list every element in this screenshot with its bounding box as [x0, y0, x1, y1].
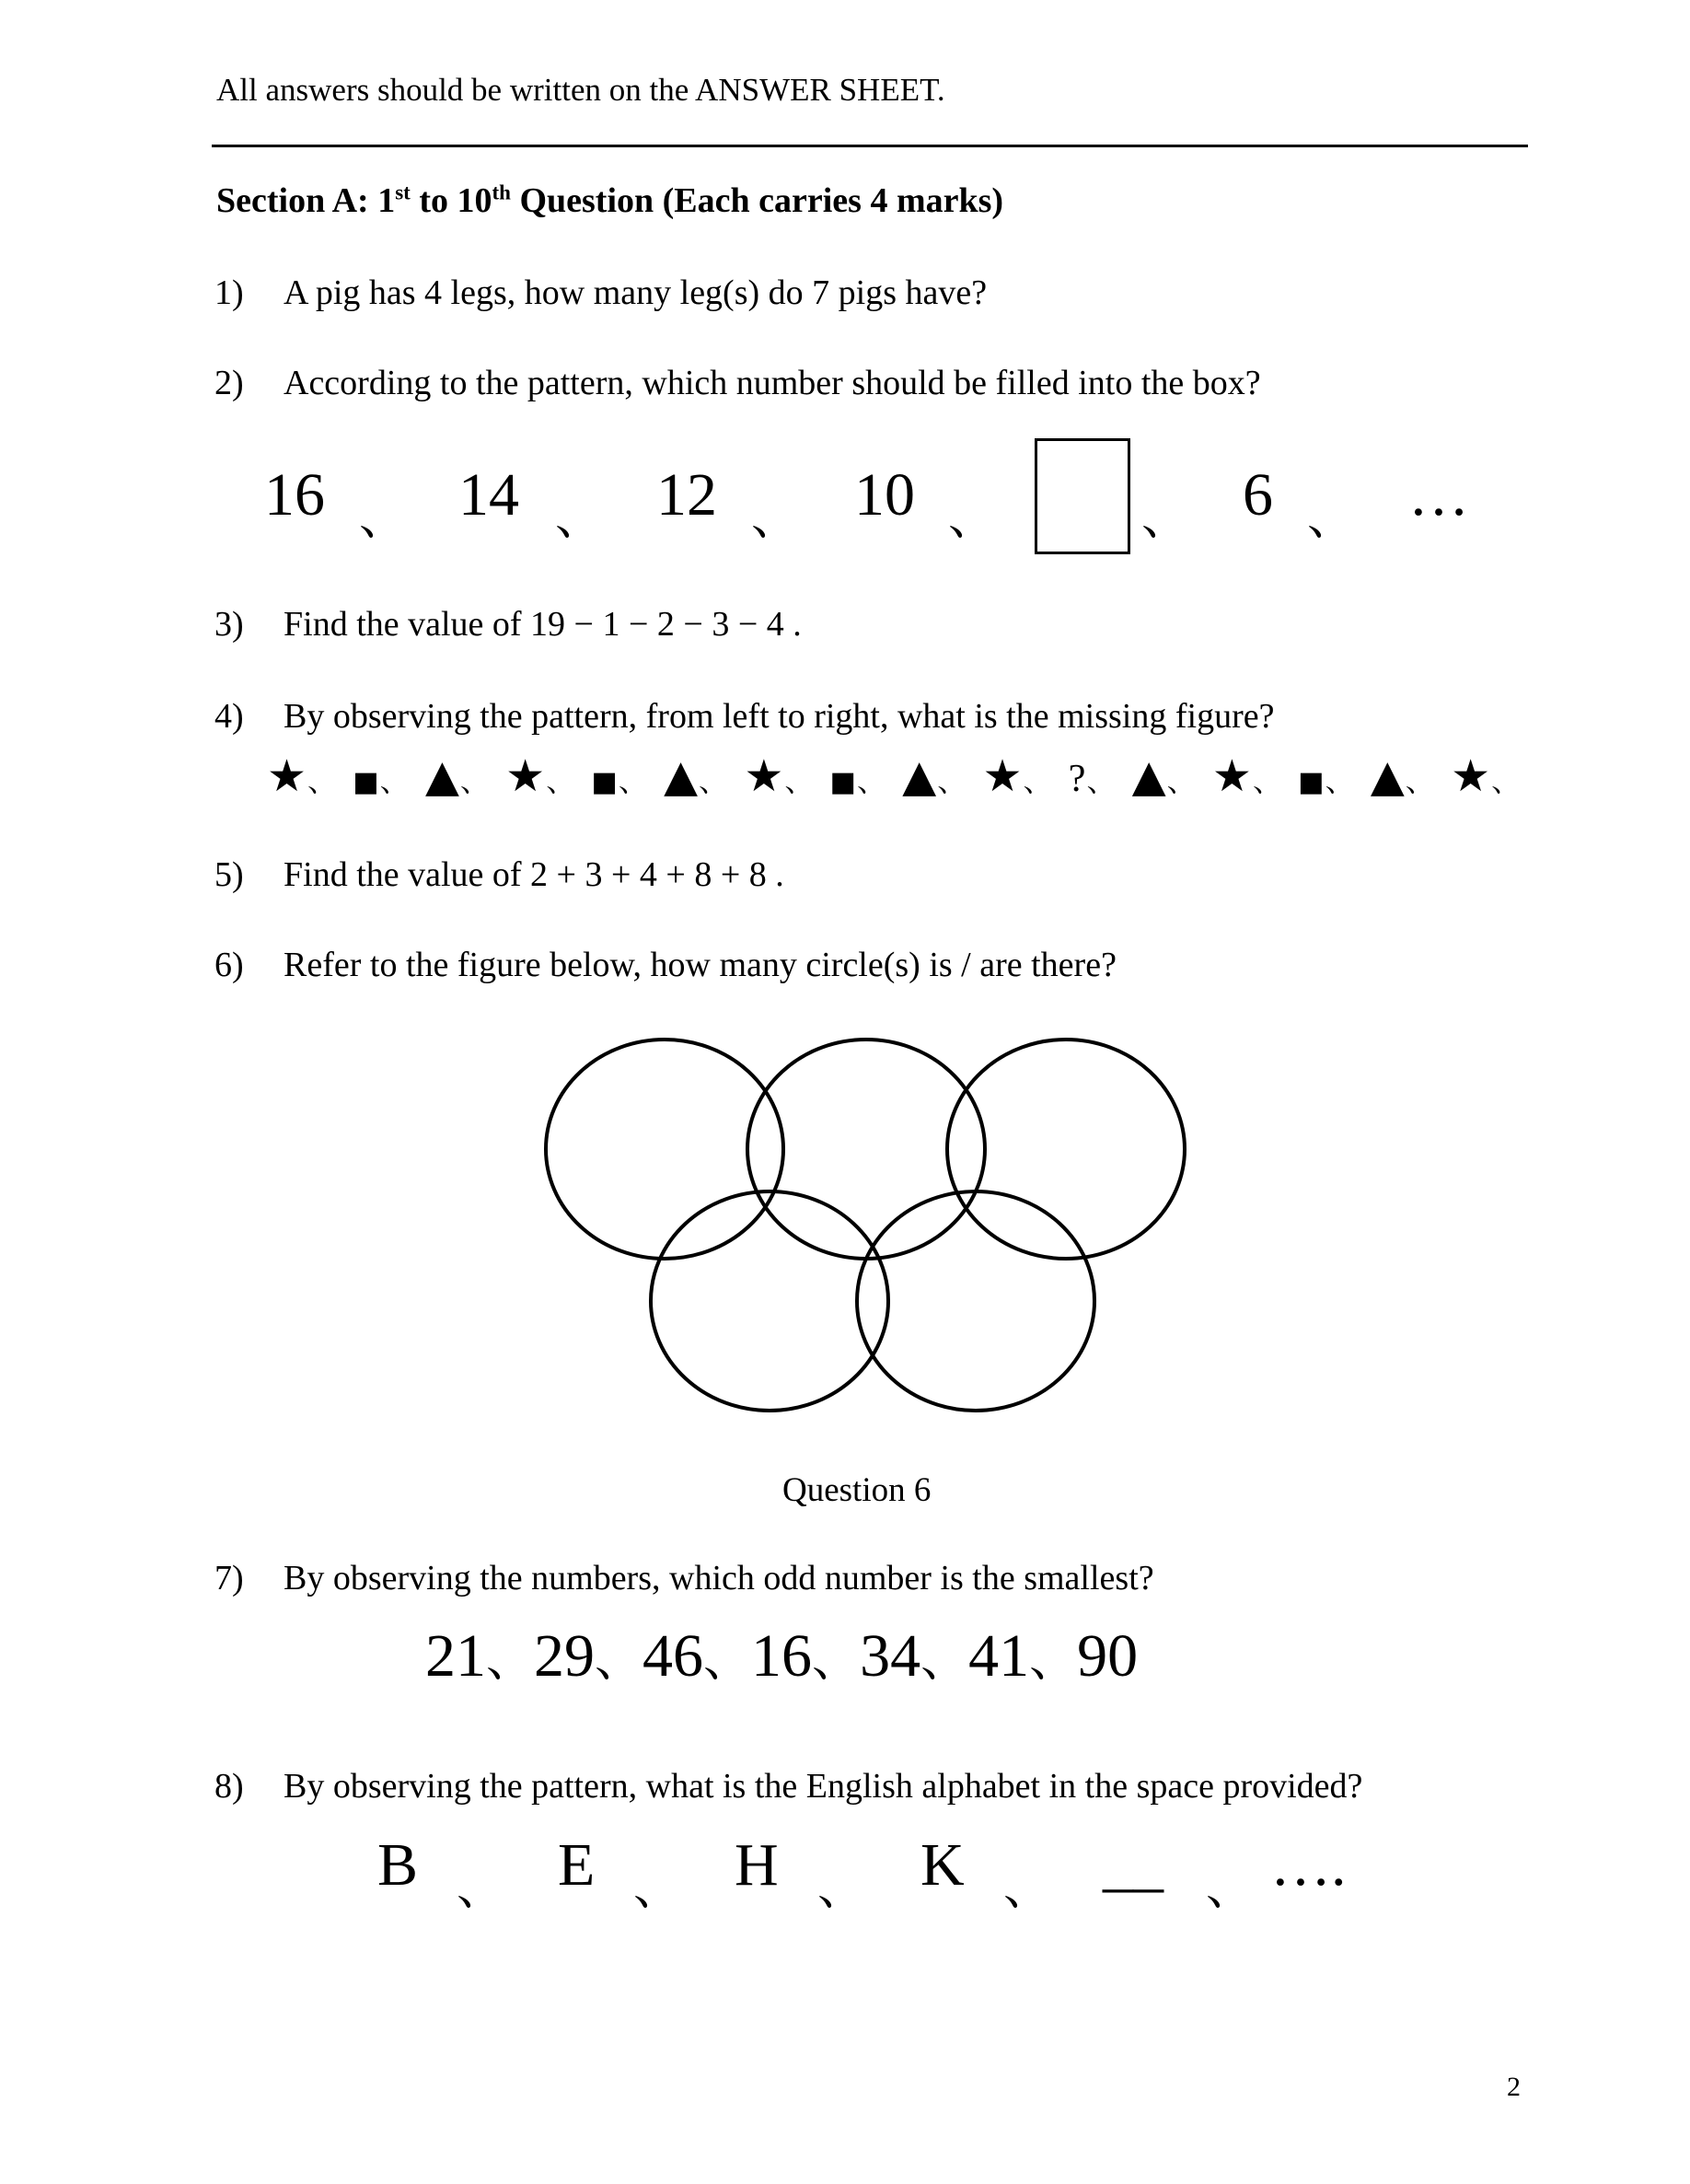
question-number: 4): [214, 697, 244, 736]
number-item: 29: [534, 1622, 596, 1690]
sequence-term: 12: [656, 461, 717, 529]
sequence-letter: B: [377, 1831, 419, 1899]
star-icon: ★: [1451, 750, 1492, 802]
question-text: Find the value of 19 − 1 − 2 − 3 − 4 .: [284, 605, 802, 644]
page-number: 2: [1507, 2072, 1521, 2102]
separator: 、: [948, 493, 997, 545]
question-text: By observing the pattern, from left to right, what is the missing figure?: [284, 697, 1275, 736]
sequence-letter: H: [735, 1831, 779, 1899]
star-icon: ★: [1211, 750, 1253, 802]
question-number: 5): [214, 855, 244, 894]
missing-figure-mark: ?: [1068, 758, 1087, 800]
section-title: Section A: 1st to 10th Question (Each carries 4 marks): [216, 180, 1004, 220]
square-icon: ■: [591, 766, 619, 798]
separator: 、: [1141, 493, 1190, 545]
question-number: 3): [214, 605, 244, 644]
separator: 、: [1003, 1863, 1052, 1915]
star-icon: ★: [744, 750, 785, 802]
sequence-term: 10: [854, 461, 915, 529]
question-number: 8): [214, 1767, 244, 1806]
triangle-icon: ▲: [664, 750, 700, 802]
star-icon: ★: [505, 750, 547, 802]
q7-number-list: 21、29、46、16、34、41、90: [425, 1622, 1139, 1690]
separator: 、: [555, 493, 604, 545]
figure-caption: Question 6: [782, 1471, 932, 1509]
question-number: 1): [214, 273, 244, 312]
number-item: 34: [860, 1622, 921, 1690]
number-item: 41: [968, 1622, 1030, 1690]
number-item: 46: [642, 1622, 704, 1690]
separator: 、: [1206, 1863, 1255, 1915]
ellipsis: …: [1408, 461, 1469, 529]
separator: 、: [1307, 493, 1356, 545]
sequence-letter: E: [558, 1831, 596, 1899]
separator: 、: [751, 493, 800, 545]
square-icon: ■: [1298, 766, 1325, 798]
answer-sheet-note: All answers should be written on the ANSWER SHEET.: [216, 72, 945, 108]
triangle-icon: ▲: [1370, 750, 1406, 802]
question-text: By observing the numbers, which odd number is the smallest?: [284, 1559, 1154, 1597]
question-text: By observing the pattern, what is the English alphabet in the space provided?: [284, 1767, 1363, 1806]
circle-bottom-right: [857, 1191, 1094, 1411]
square-icon: ■: [829, 766, 857, 798]
star-icon: ★: [982, 750, 1024, 802]
question-number: 6): [214, 946, 244, 984]
square-icon: ■: [353, 766, 380, 798]
circle-top-right: [947, 1040, 1185, 1259]
question-text: Find the value of 2 + 3 + 4 + 8 + 8 .: [284, 855, 784, 894]
number-item: 90: [1077, 1622, 1139, 1690]
separator: 、: [457, 1863, 505, 1915]
question-text: Refer to the figure below, how many circle(s) is / are there?: [284, 946, 1117, 984]
question-text: A pig has 4 legs, how many leg(s) do 7 pigs have?: [284, 273, 988, 312]
circle-bottom-left: [651, 1191, 888, 1411]
number-item: 21: [425, 1622, 486, 1690]
sequence-letter: K: [920, 1831, 965, 1899]
ellipsis: ….: [1270, 1831, 1347, 1899]
sequence-term: 16: [264, 461, 325, 529]
triangle-icon: ▲: [902, 750, 938, 802]
sequence-term: 14: [458, 461, 519, 529]
blank-space: __: [1103, 1831, 1163, 1899]
question-number: 2): [214, 364, 244, 402]
sequence-term: 6: [1243, 461, 1273, 529]
q4-shape-sequence: ★、 ■、 ▲、 ★、 ■、 ▲、 ★、 ■、 ▲、 ★、 ?、 ▲、 ★、 ■、 ▲、 ★、: [267, 750, 1522, 802]
number-item: 16: [751, 1622, 813, 1690]
question-number: 7): [214, 1559, 244, 1597]
triangle-icon: ▲: [424, 750, 460, 802]
question-text: According to the pattern, which number should be filled into the box?: [284, 364, 1261, 402]
separator: 、: [633, 1863, 682, 1915]
triangle-icon: ▲: [1131, 750, 1167, 802]
separator: 、: [817, 1863, 866, 1915]
star-icon: ★: [267, 750, 308, 802]
separator: 、: [359, 493, 408, 545]
